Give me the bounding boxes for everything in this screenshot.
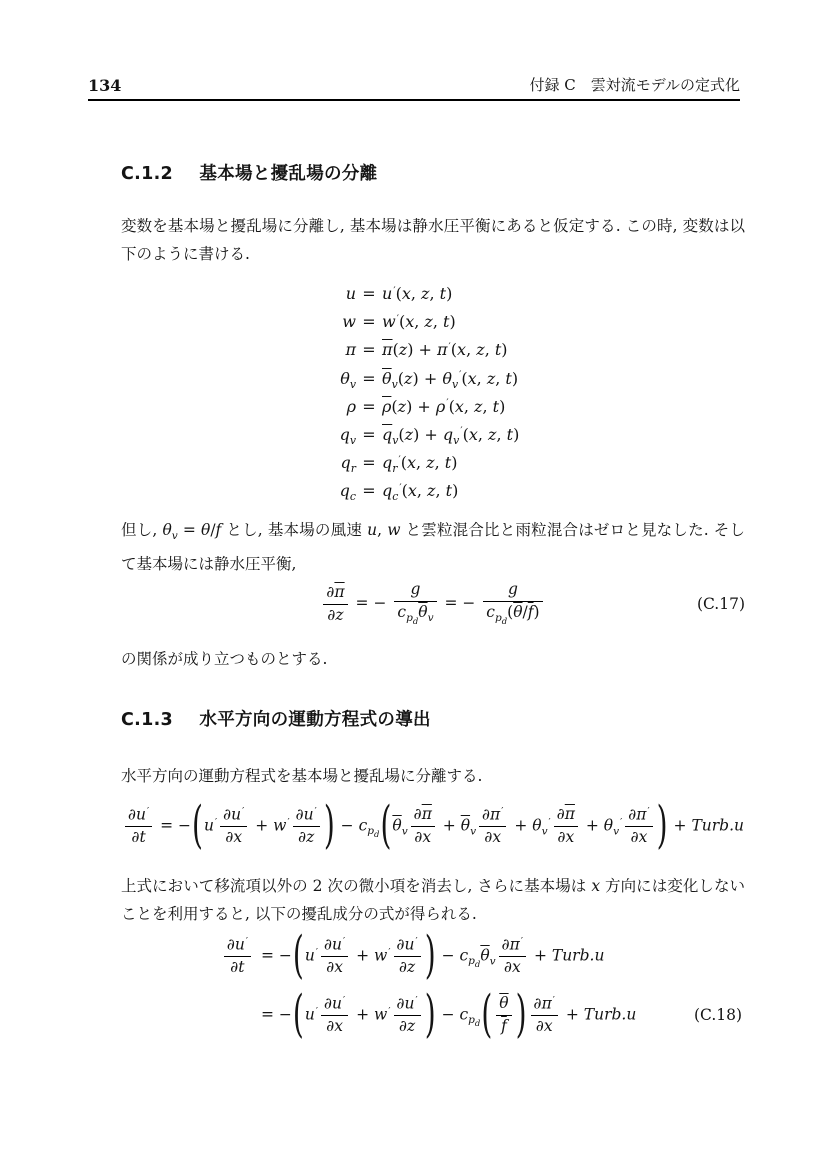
equation-row: $q_v$ = $\overline{q}_v(z) + q_v'(x$, z, t) (339, 424, 520, 448)
section-title-c12: 基本場と擾乱場の分離 (199, 164, 378, 184)
section-title-c13: 水平方向の運動方程式の導出 (199, 710, 431, 730)
paragraph-relation-holds: の関係が成り立つものとする. (121, 650, 328, 668)
paragraph-decomposition-intro: 変数を基本場と擾乱場に分離し, 基本場は静水圧平衡にあると仮定する. この時, 変数は以下のように書ける. (121, 217, 745, 263)
equation-c18-rhs1: = −(u′ $\frac{\partial u'}{\partial x}$ + w′ $\frac{\partial u'}{\partial z}$ ) − $c_{p_d}\overline{\theta}_v$ $\frac{\partial\pi'}{\partial x}$ + Turb.u (261, 925, 605, 985)
equation-c18-lhs: $\frac{\partial u'}{\partial t}$ (204, 936, 254, 977)
equation-number-c18: (C.18) (694, 1006, 743, 1024)
running-header (88, 74, 740, 101)
equation-momentum-full (121, 796, 745, 856)
running-title: 付録 C 雲対流モデルの定式化 (529, 76, 740, 94)
equation-row: $q_r$ = $q_r'(x$, z, t) (340, 453, 458, 476)
equation-c17-body: $\frac{\partial\overline{\pi}}{\partial z}$ = − $\frac{g}{c_{p_d}\overline{\theta}_v}$ = − $\frac{g}{c_{p_d}(\overline{\theta}/\overline{f})}$ (320, 581, 545, 627)
page-number: 134 (88, 76, 122, 95)
section-heading-c13 (121, 706, 431, 731)
equation-c18-line1 (204, 925, 636, 985)
equation-row: u = u′(x, z, t) (345, 284, 453, 303)
equation-number-c17: (C.17) (696, 595, 745, 613)
equation-row: π = $\overline{\pi}(z) + \pi'(x$, z, t) (345, 340, 508, 360)
equation-row: ρ = $\overline{\rho}(z) + \rho'(x$, z, t) (346, 396, 506, 416)
equation-row: $q_c$ = $q_c'(x$, z, t) (339, 481, 459, 504)
equation-c17 (121, 578, 745, 630)
section-number-c13: C.1.3 (121, 710, 173, 730)
paragraph-basic-state: 但し, $\theta_v = \theta/f$ とし, 基本場の風速 u, w と雲粒混合比と雨粒混合はゼロと見なした. そして基本場には静水圧平衡, (121, 521, 745, 574)
section-heading-c12 (121, 160, 377, 185)
paragraph-c13-intro: 水平方向の運動方程式を基本場と擾乱場に分離する. (121, 767, 483, 785)
equation-c18 (204, 925, 743, 1048)
equation-momentum-full-body: $\frac{\partial u'}{\partial t}$ = −(u′ $\frac{\partial u'}{\partial x}$ + w′ $\frac{\partial u'}{\partial z}$ ) − $c_{p_d}(\overline{\theta}_v$ $\frac{\partial\overline{\pi}}{\partial x}$ + $\overline{\theta}_v$ $\frac{\partial\pi'}{\partial x}$ + $\theta_v'$ $\frac{\partial\overline{\pi}}{\partial x}$ + $\theta_v'$ $\frac{\partial\pi'}{\partial x}$ ) + Turb.u (122, 806, 744, 847)
equation-row: w = w′(x, z, t) (342, 312, 456, 332)
variable-equations (318, 284, 519, 510)
paragraph-simplification: 上式において移流項以外の 2 次の微小項を消去し, さらに基本場は x 方向には変化しないことを利用すると, 以下の擾乱成分の式が得られる. (121, 877, 745, 923)
equation-c18-rhs2: = −(u′ $\frac{\partial u'}{\partial x}$ + w′ $\frac{\partial u'}{\partial z}$ ) − $c_{p_d}$( $\frac{\overline{\theta}}{f}$ ) $\frac{\partial\pi'}{\partial x}$ + Turb.u (261, 984, 637, 1044)
section-number-c12: C.1.2 (121, 164, 173, 184)
equation-c18-line2 (204, 984, 743, 1044)
equation-row: $\theta_v$ = $\overline{\theta}_v(z) + \theta_v'(x$, z, t) (340, 368, 519, 391)
